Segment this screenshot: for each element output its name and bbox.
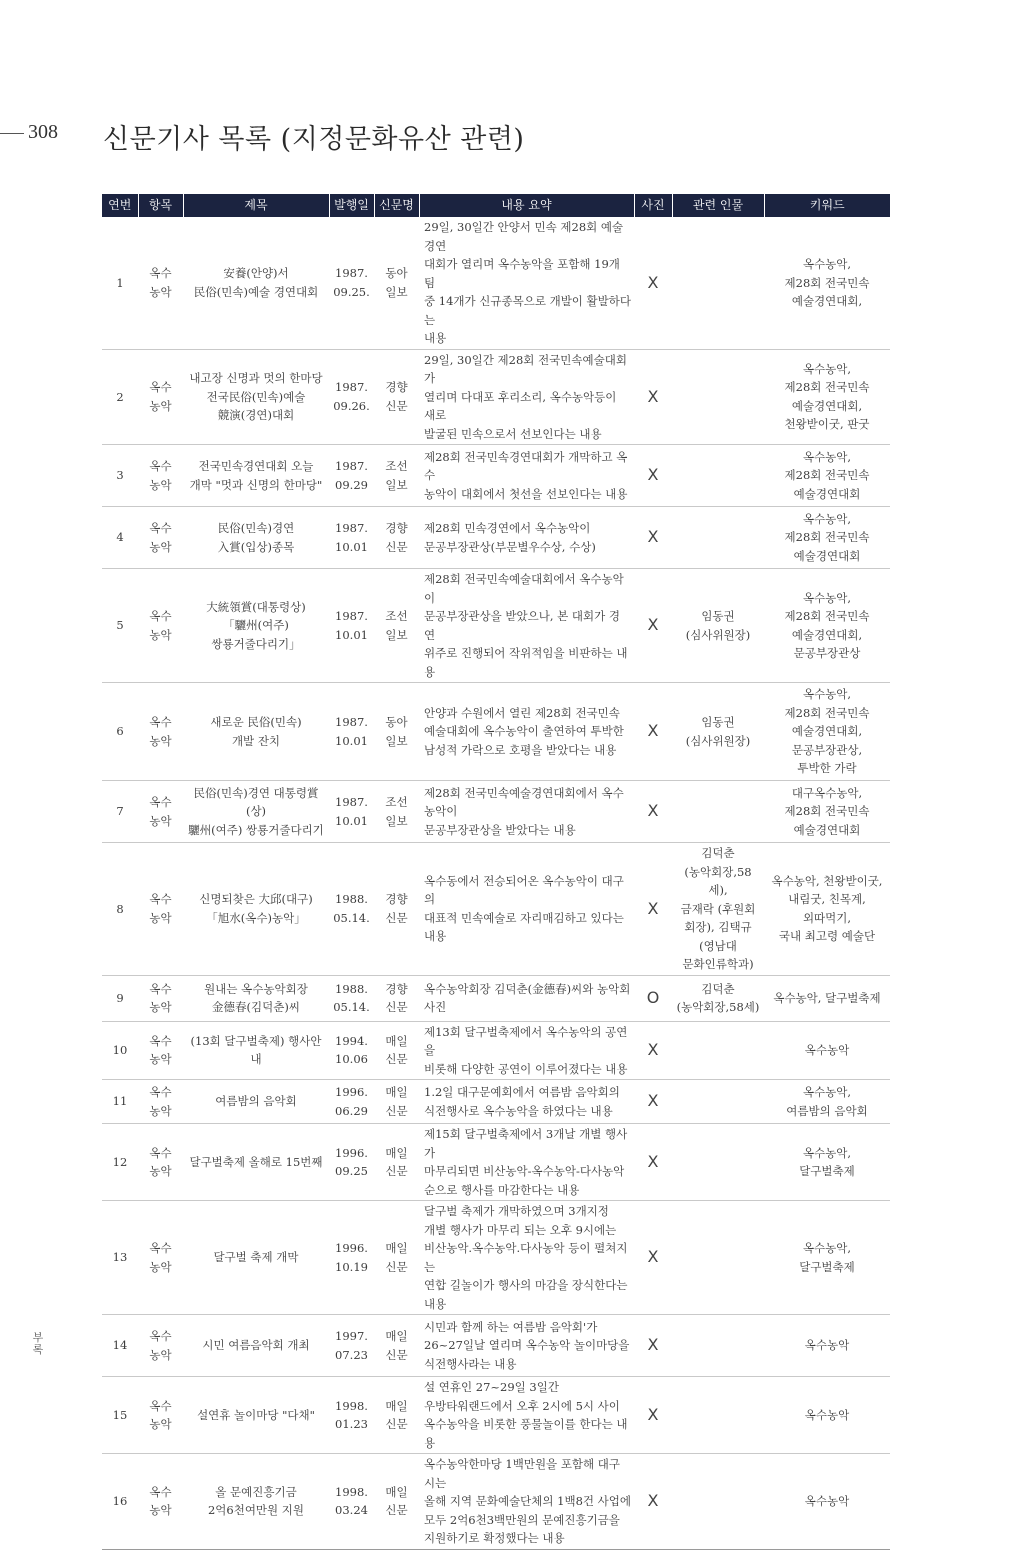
cell-item: 옥수 농악 <box>138 1021 183 1080</box>
cell-item: 옥수 농악 <box>138 1315 183 1377</box>
cell-keywords: 옥수농악, 달구벌축제 <box>764 1201 890 1315</box>
cell-item: 옥수 농악 <box>138 1080 183 1124</box>
cell-summary: 제28회 민속경연에서 옥수농악이 문공부장관상(부문별우수상, 수상) <box>419 507 634 569</box>
cell-paper: 조선 일보 <box>374 445 419 507</box>
cell-item: 옥수 농악 <box>138 781 183 843</box>
cell-photo: X <box>634 1080 672 1124</box>
cell-summary: 안양과 수원에서 열린 제28회 전국민속 예술대회에 옥수농악이 출연하여 투박한 남성적 가락으로 호평을 받았다는 내용 <box>419 683 634 781</box>
cell-paper: 매일 신문 <box>374 1021 419 1080</box>
cell-paper: 매일 신문 <box>374 1201 419 1315</box>
cell-photo: X <box>634 1201 672 1315</box>
cell-keywords: 옥수농악 <box>764 1021 890 1080</box>
table-row <box>102 507 890 569</box>
table-row <box>102 445 890 507</box>
cell-date: 1987. 10.01 <box>329 569 374 683</box>
table-row <box>102 781 890 843</box>
cell-date: 1988. 05.14. <box>329 843 374 976</box>
cell-paper: 경향 신문 <box>374 507 419 569</box>
cell-photo: O <box>634 975 672 1021</box>
cell-paper: 매일 신문 <box>374 1454 419 1550</box>
header-title: 제목 <box>183 194 329 217</box>
cell-photo: X <box>634 1377 672 1454</box>
cell-item: 옥수 농악 <box>138 507 183 569</box>
cell-date: 1994. 10.06 <box>329 1021 374 1080</box>
table-row <box>102 1377 890 1454</box>
cell-item: 옥수 농악 <box>138 217 183 349</box>
cell-summary: 29일, 30일간 제28회 전국민속예술대회가 열리며 다대포 후리소리, 옥수농악등이 새로 발굴된 민속으로서 선보인다는 내용 <box>419 349 634 445</box>
table-row <box>102 1124 890 1201</box>
cell-person <box>672 1021 764 1080</box>
cell-photo: X <box>634 349 672 445</box>
cell-keywords: 옥수농악, 제28회 전국민속 예술경연대회 <box>764 445 890 507</box>
cell-summary: 제28회 전국민속예술경연대회에서 옥수농악이 문공부장관상을 받았다는 내용 <box>419 781 634 843</box>
page-title: 신문기사 목록 (지정문화유산 관련) <box>103 124 525 155</box>
cell-person: 김덕춘 (농악회장,58세), 금재락 (후원회 회장), 김택규 (영남대 문화인류학과) <box>672 843 764 976</box>
table-row <box>102 569 890 683</box>
cell-person <box>672 1201 764 1315</box>
cell-paper: 경향 신문 <box>374 975 419 1021</box>
cell-summary: 옥수농악회장 김덕춘(金德春)씨와 농악회 사진 <box>419 975 634 1021</box>
cell-title: 설연휴 놀이마당 "다채" <box>183 1377 329 1454</box>
table-row <box>102 1080 890 1124</box>
page-number-rule <box>0 133 24 134</box>
cell-title: 安養(안양)서 民俗(민속)예술 경연대회 <box>183 217 329 349</box>
cell-paper: 동아 일보 <box>374 217 419 349</box>
cell-photo: X <box>634 843 672 976</box>
cell-paper: 경향 신문 <box>374 843 419 976</box>
cell-photo: X <box>634 1454 672 1550</box>
cell-person <box>672 781 764 843</box>
cell-summary: 시민과 함께 하는 여름밤 음악회'가 26~27일날 열리며 옥수농악 놀이마당을 식전행사라는 내용 <box>419 1315 634 1377</box>
table-row <box>102 1021 890 1080</box>
cell-keywords: 옥수농악, 제28회 전국민속 예술경연대회, 문공부장관상 <box>764 569 890 683</box>
cell-person: 임동권 (심사위원장) <box>672 569 764 683</box>
cell-keywords: 옥수농악 <box>764 1315 890 1377</box>
cell-no: 1 <box>102 217 138 349</box>
cell-photo: X <box>634 445 672 507</box>
header-no: 연번 <box>102 194 138 217</box>
cell-keywords: 옥수농악, 제28회 전국민속 예술경연대회 <box>764 507 890 569</box>
cell-title: 시민 여름음악회 개최 <box>183 1315 329 1377</box>
cell-keywords: 옥수농악, 달구벌축제 <box>764 975 890 1021</box>
header-person: 관련 인물 <box>672 194 764 217</box>
cell-keywords: 옥수농악, 제28회 전국민속 예술경연대회, 문공부장관상, 투박한 가락 <box>764 683 890 781</box>
cell-title: (13회 달구벌축제) 행사안내 <box>183 1021 329 1080</box>
cell-title: 새로운 民俗(민속) 개발 잔치 <box>183 683 329 781</box>
cell-keywords: 옥수농악, 제28회 전국민속 예술경연대회, <box>764 217 890 349</box>
header-summary: 내용 요약 <box>419 194 634 217</box>
cell-no: 10 <box>102 1021 138 1080</box>
cell-date: 1988. 05.14. <box>329 975 374 1021</box>
cell-summary: 옥수동에서 전승되어온 옥수농악이 대구의 대표적 민속예술로 자리매김하고 있다는 내용 <box>419 843 634 976</box>
cell-person <box>672 1377 764 1454</box>
cell-date: 1998. 01.23 <box>329 1377 374 1454</box>
cell-date: 1987. 10.01 <box>329 507 374 569</box>
cell-paper: 경향 신문 <box>374 349 419 445</box>
cell-no: 15 <box>102 1377 138 1454</box>
cell-person <box>672 1080 764 1124</box>
cell-item: 옥수 농악 <box>138 569 183 683</box>
cell-date: 1996. 10.19 <box>329 1201 374 1315</box>
cell-photo: X <box>634 569 672 683</box>
cell-summary: 29일, 30일간 안양서 민속 제28회 예술경연 대회가 열리며 옥수농악을 포함해 19개 팀 중 14개가 신규종목으로 개발이 활발하다는 내용 <box>419 217 634 349</box>
table-row <box>102 1201 890 1315</box>
cell-summary: 달구벌 축제가 개막하였으며 3개지정 개별 행사가 마무리 되는 오후 9시에는 비산농악.옥수농악.다사농악 등이 펼쳐지는 연합 길놀이가 행사의 마감을 장식한다는 내용 <box>419 1201 634 1315</box>
cell-photo: X <box>634 1021 672 1080</box>
cell-photo: X <box>634 507 672 569</box>
cell-summary: 제28회 전국민속예술대회에서 옥수농악이 문공부장관상을 받았으나, 본 대회가 경연 위주로 진행되어 작위적임을 비판하는 내용 <box>419 569 634 683</box>
cell-item: 옥수 농악 <box>138 1124 183 1201</box>
cell-item: 옥수 농악 <box>138 349 183 445</box>
cell-item: 옥수 농악 <box>138 1377 183 1454</box>
cell-no: 11 <box>102 1080 138 1124</box>
cell-photo: X <box>634 1124 672 1201</box>
table-row <box>102 843 890 976</box>
cell-photo: X <box>634 217 672 349</box>
article-table <box>102 194 890 1550</box>
cell-summary: 제13회 달구벌축제에서 옥수농악의 공연을 비롯해 다양한 공연이 이루어졌다는 내용 <box>419 1021 634 1080</box>
cell-no: 8 <box>102 843 138 976</box>
cell-no: 12 <box>102 1124 138 1201</box>
cell-item: 옥수 농악 <box>138 445 183 507</box>
cell-date: 1996. 06.29 <box>329 1080 374 1124</box>
cell-item: 옥수 농악 <box>138 975 183 1021</box>
cell-person <box>672 1124 764 1201</box>
cell-person: 임동권 (심사위원장) <box>672 683 764 781</box>
page-number: 308 <box>28 121 58 143</box>
cell-no: 14 <box>102 1315 138 1377</box>
cell-photo: X <box>634 781 672 843</box>
cell-person <box>672 349 764 445</box>
cell-no: 5 <box>102 569 138 683</box>
cell-person: 김덕춘 (농악회장,58세) <box>672 975 764 1021</box>
cell-date: 1998. 03.24 <box>329 1454 374 1550</box>
cell-date: 1987. 09.25. <box>329 217 374 349</box>
header-date: 발행일 <box>329 194 374 217</box>
cell-person <box>672 1454 764 1550</box>
cell-item: 옥수 농악 <box>138 1454 183 1550</box>
cell-date: 1997. 07.23 <box>329 1315 374 1377</box>
cell-title: 원내는 옥수농악회장 金德春(김덕춘)씨 <box>183 975 329 1021</box>
cell-title: 올 문예진흥기금 2억6천여만원 지원 <box>183 1454 329 1550</box>
cell-paper: 매일 신문 <box>374 1315 419 1377</box>
cell-summary: 제15회 달구벌축제에서 3개날 개별 행사가 마무리되면 비산농악-옥수농악-다사농악 순으로 행사를 마감한다는 내용 <box>419 1124 634 1201</box>
cell-summary: 제28회 전국민속경연대회가 개막하고 옥수 농악이 대회에서 첫선을 선보인다는 내용 <box>419 445 634 507</box>
table-row <box>102 1315 890 1377</box>
cell-person <box>672 1315 764 1377</box>
header-photo: 사진 <box>634 194 672 217</box>
cell-paper: 매일 신문 <box>374 1080 419 1124</box>
cell-date: 1987. 09.29 <box>329 445 374 507</box>
cell-title: 民俗(민속)경연 入賞(입상)종목 <box>183 507 329 569</box>
cell-title: 달구벌축제 올해로 15번째 <box>183 1124 329 1201</box>
cell-title: 民俗(민속)경연 대통령賞(상) 驪州(여주) 쌍룡거줄다리기 <box>183 781 329 843</box>
cell-person <box>672 507 764 569</box>
cell-title: 大統領賞(대통령상) 「驪州(여주) 쌍룡거줄다리기」 <box>183 569 329 683</box>
cell-no: 6 <box>102 683 138 781</box>
side-label: 부록 <box>32 1331 44 1356</box>
cell-keywords: 옥수농악 <box>764 1454 890 1550</box>
cell-keywords: 옥수농악, 여름밤의 음악회 <box>764 1080 890 1124</box>
cell-summary: 1.2일 대구문예회에서 여름밤 음악회의 식전행사로 옥수농악을 하였다는 내용 <box>419 1080 634 1124</box>
cell-title: 달구벌 축제 개막 <box>183 1201 329 1315</box>
cell-summary: 설 연휴인 27~29일 3일간 우방타워랜드에서 오후 2시에 5시 사이 옥수농악을 비롯한 풍물놀이를 한다는 내용 <box>419 1377 634 1454</box>
cell-paper: 조선 일보 <box>374 569 419 683</box>
cell-keywords: 대구옥수농악, 제28회 전국민속 예술경연대회 <box>764 781 890 843</box>
cell-photo: X <box>634 683 672 781</box>
cell-date: 1987. 10.01 <box>329 683 374 781</box>
cell-no: 7 <box>102 781 138 843</box>
table-row <box>102 975 890 1021</box>
cell-keywords: 옥수농악, 달구벌축제 <box>764 1124 890 1201</box>
cell-item: 옥수 농악 <box>138 843 183 976</box>
cell-no: 9 <box>102 975 138 1021</box>
cell-date: 1996. 09.25 <box>329 1124 374 1201</box>
cell-paper: 동아 일보 <box>374 683 419 781</box>
cell-date: 1987. 10.01 <box>329 781 374 843</box>
cell-title: 내고장 신명과 멋의 한마당 전국民俗(민속)예술 競演(경연)대회 <box>183 349 329 445</box>
table-row <box>102 1454 890 1550</box>
cell-keywords: 옥수농악, 천왕받이굿, 내림굿, 친목계, 외따먹기, 국내 최고령 예술단 <box>764 843 890 976</box>
cell-keywords: 옥수농악 <box>764 1377 890 1454</box>
cell-photo: X <box>634 1315 672 1377</box>
table-row <box>102 217 890 349</box>
cell-title: 전국민속경연대회 오늘 개막 "멋과 신명의 한마당" <box>183 445 329 507</box>
header-paper: 신문명 <box>374 194 419 217</box>
cell-summary: 옥수농악한마당 1백만원을 포함해 대구시는 올해 지역 문화예술단체의 1백8건 사업에 모두 2억6천3백만원의 문예진흥기금을 지원하기로 확정했다는 내용 <box>419 1454 634 1550</box>
cell-person <box>672 217 764 349</box>
cell-no: 2 <box>102 349 138 445</box>
cell-item: 옥수 농악 <box>138 1201 183 1315</box>
cell-title: 여름밤의 음악회 <box>183 1080 329 1124</box>
cell-no: 16 <box>102 1454 138 1550</box>
cell-date: 1987. 09.26. <box>329 349 374 445</box>
table-row <box>102 683 890 781</box>
cell-no: 13 <box>102 1201 138 1315</box>
cell-keywords: 옥수농악, 제28회 전국민속 예술경연대회, 천왕받이굿, 판굿 <box>764 349 890 445</box>
header-item: 항목 <box>138 194 183 217</box>
cell-paper: 매일 신문 <box>374 1124 419 1201</box>
table-header-row <box>102 194 890 217</box>
header-keywords: 키워드 <box>764 194 890 217</box>
cell-paper: 매일 신문 <box>374 1377 419 1454</box>
table-row <box>102 349 890 445</box>
cell-title: 신명되찾은 大邱(대구) 「旭水(옥수)농악」 <box>183 843 329 976</box>
cell-item: 옥수 농악 <box>138 683 183 781</box>
cell-person <box>672 445 764 507</box>
cell-no: 3 <box>102 445 138 507</box>
cell-paper: 조선 일보 <box>374 781 419 843</box>
cell-no: 4 <box>102 507 138 569</box>
